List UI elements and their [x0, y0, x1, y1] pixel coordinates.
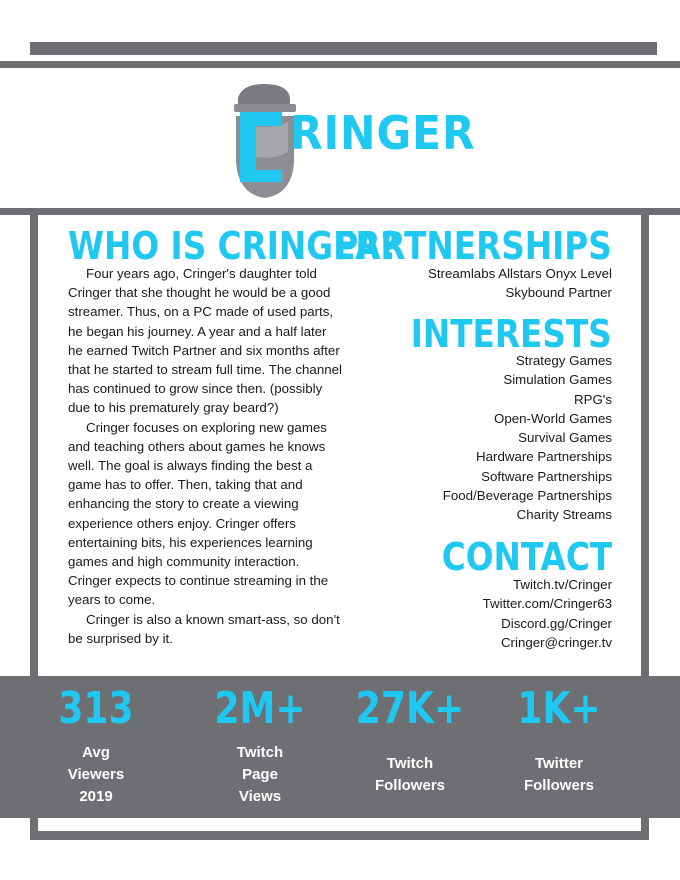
frame-header-top-rule [0, 61, 680, 68]
interests-heading: INTERESTS [411, 312, 612, 356]
frame-top-bar [30, 42, 657, 55]
stat-value: 27K+ [355, 683, 465, 734]
contact-twitch-link[interactable]: Twitch.tv/Cringer [512, 577, 612, 592]
frame-left-rail [30, 214, 38, 676]
about-paragraph: Four years ago, Cringer's daughter told Cringer that she thought he would be a good streamer. Thus, on a PC made of used parts, he began his journey. A year and a half later he earned Twitch Partner and six months after that he started to stream full time. The channel has continued to grow since then. (possibly due to his prematurely gray beard?) [68, 266, 342, 416]
bearded-cap-head-icon [232, 82, 298, 200]
stat-label [190, 742, 330, 808]
list-item: Survival Games [518, 430, 612, 446]
about-paragraph: Cringer focuses on exploring new games and teaching others about games he knows well. The goal is always finding the best a game has to offer. Then, taking that and enhancing the story to create a viewing experience others enjoy. Cringer offers entertaining bits, his experiences learning games and high community interaction. Cringer expects to continue streaming in the years to come. [68, 419, 329, 608]
list-item: Strategy Games [515, 353, 612, 368]
stat-label-line: Avg [82, 744, 110, 761]
stat-label-line: Viewers [67, 766, 125, 783]
stat-label-line: Views [238, 788, 282, 805]
stat-label-line: 2019 [79, 788, 113, 805]
list-item: Streamlabs Allstars Onyx Level [427, 266, 612, 281]
stat-label-line: Twitter [534, 755, 584, 772]
about-paragraph: Cringer is also a known smart-ass, so don't be surprised by it. [68, 611, 340, 646]
list-item: Simulation Games [503, 372, 612, 388]
stat-label [340, 753, 480, 797]
stat-label-line: Twitch [386, 755, 434, 772]
frame-bottom-bar [30, 831, 649, 840]
stat-page-views [190, 684, 330, 808]
stat-label [26, 742, 166, 808]
stat-label-line: Followers [523, 777, 594, 794]
stat-value: 2M+ [214, 683, 306, 734]
list-item: RPG's [573, 391, 612, 407]
partnerships-heading: PARTNERSHIPS [334, 224, 612, 268]
contact-twitter-link[interactable]: Twitter.com/Cringer63 [482, 596, 612, 612]
stat-twitch-followers [340, 684, 480, 797]
frame-right-rail [641, 214, 649, 676]
list-item: Software Partnerships [481, 468, 612, 484]
contact-heading: CONTACT [441, 535, 612, 579]
stat-label-line: Twitch [236, 744, 284, 761]
stat-label-line: Page [242, 766, 278, 783]
stat-value: 1K+ [517, 683, 601, 734]
stat-twitter-followers [489, 684, 629, 797]
about-heading: WHO IS CRINGER? [68, 224, 400, 268]
stat-label-line: Followers [374, 777, 445, 794]
list-item: Charity Streams [516, 507, 612, 523]
about-body [68, 264, 344, 648]
list-item: Skybound Partner [505, 285, 612, 301]
list-item: Hardware Partnerships [476, 449, 612, 465]
interests-list [352, 351, 612, 525]
frame-header-bottom-rule [0, 208, 680, 215]
contact-list [352, 575, 612, 652]
stat-label [489, 753, 629, 797]
stat-value: 313 [58, 683, 134, 734]
brand-wordmark: RINGER [290, 106, 476, 160]
list-item: Open-World Games [494, 410, 612, 426]
partnerships-list [352, 264, 612, 303]
stat-avg-viewers [26, 684, 166, 808]
list-item: Food/Beverage Partnerships [442, 488, 612, 504]
contact-email-link[interactable]: Cringer@cringer.tv [500, 634, 612, 650]
contact-discord-link[interactable]: Discord.gg/Cringer [501, 615, 612, 631]
